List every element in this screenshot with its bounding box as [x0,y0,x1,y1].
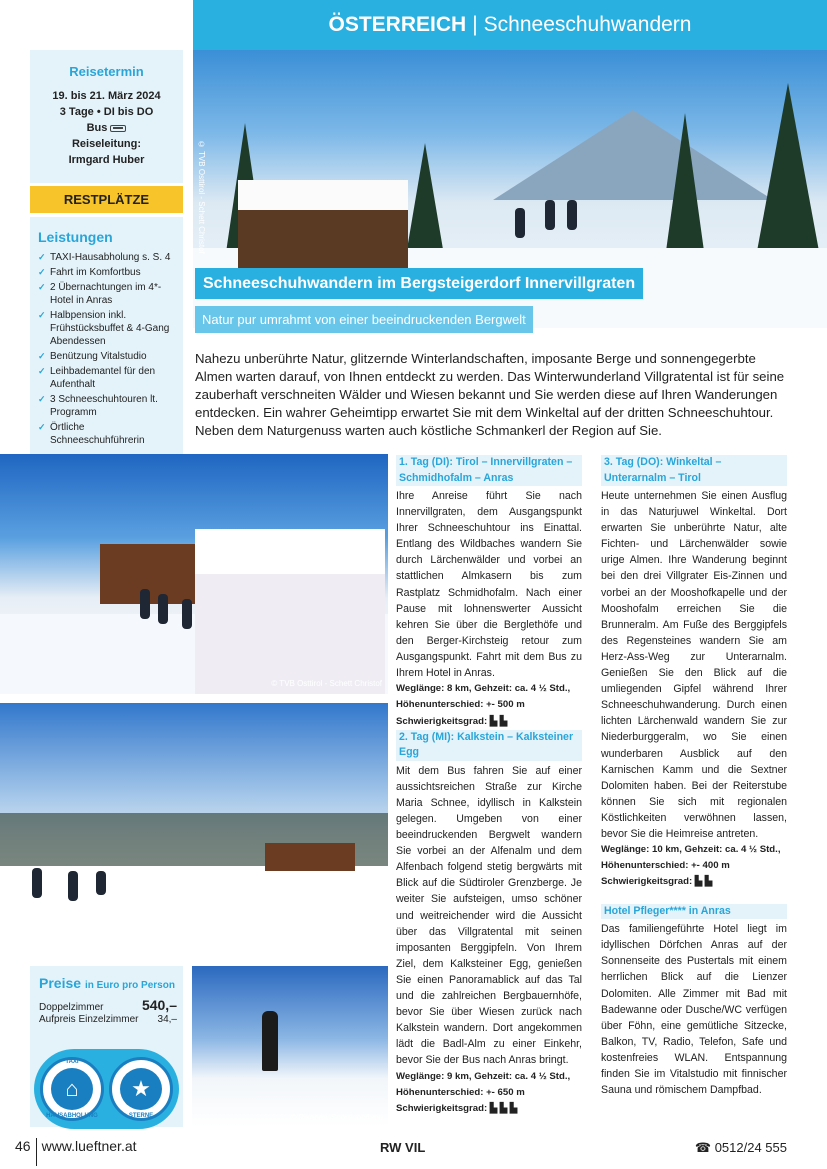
service-item: ✓ Halbpension inkl. Frühstücksbuffet & 4-Gang Abendessen [38,309,177,348]
tour-lead-label: Reiseleitung: [71,138,142,150]
price-row-double [39,997,177,1013]
chapel-shape [195,529,385,694]
day-1-elevation: Höhenunterschied: +- 500 m [396,699,525,711]
star-icon: ★ [120,1068,162,1110]
services-box [30,217,183,468]
day-3-text: Heute unternehmen Sie einen Ausflug in das Naturjuwel Winkeltal. Dort erwarten Sie unberührte Natur, alte Fichten- und Lärchenwälder sowie urige Almen. Ihre Wanderung beginnt bei den drei Villgrater Eis-Zinnen und vorbei an der Mooshofkapelle und der Mooshofalm erreichen Sie die Brunneralm. Am Fuße des Berggipfels des Regensteines wandern Sie am Herz-Ass-Weg zur Unterarnalm. Genießen Sie den Blick auf die umliegenden Gipfel während Ihrer Schneeschuhwanderung. Durch einen lichten Lärchenwald wandern Sie zur Niederburggeralm, wo Sie einen wunderbaren Ausblick auf den Karnischen Kamm und die Sextner Dolomiten haben. Bei der Reiterstube können Sie sich mit regionalen Köstlichkeiten verwöhnen lassen, bevor Sie die Heimreise antreten. [601,490,787,840]
photo-credit: © TVB Osttirol - Schett Christof [271,941,382,950]
prices-heading: Preise [39,975,82,991]
price-value: 34,– [157,1014,177,1025]
price-row-single [39,1014,177,1025]
trip-code: RW VIL [380,1140,426,1155]
hiker-figure [96,871,106,895]
trip-title: Schneeschuhwandern im Bergsteigerdorf Innervillgraten [195,268,643,299]
header-category: Schneeschuhwandern [483,13,692,36]
hiker-figure [158,594,168,624]
day-2-difficulty: Schwierigkeitsgrad: ▙ ▙ ▙ [396,1102,518,1114]
day-2-elevation: Höhenunterschied: +- 650 m [396,1086,525,1098]
transport-label: Bus [86,122,108,134]
page-number: 46 [15,1138,31,1154]
hiker-figure [140,589,150,619]
hero-photo-credit: © TVB Osttirol - Schett Christof [197,140,206,254]
chalet-shape [265,843,355,871]
snowshoer-photo [192,966,388,1127]
day-2-heading: 2. Tag (MI): Kalkstein – Kalksteiner Egg [396,730,582,761]
stars-badge [109,1057,173,1121]
header-country: ÖSTERREICH [328,13,467,36]
mountain-shape [493,110,773,200]
section-spacer [601,891,787,904]
day-1-heading: 1. Tag (DI): Tirol – Innervillgraten – Schmidhofalm – Anras [396,455,582,486]
day-3-heading: 3. Tag (DO): Winkeltal – Unterarnalm – Tirol [601,455,787,486]
itinerary-column-2 [601,455,787,1098]
trip-subtitle: Natur pur umrahmt von einer beeindruckenden Bergwelt [195,306,533,333]
church-photo [0,454,388,694]
hiker-figure [567,200,577,230]
taxi-badge-top: TAXI [65,1059,79,1065]
bus-icon [110,125,126,132]
day-3-elevation: Höhenunterschied: +- 400 m [601,860,730,872]
category-header [193,0,827,50]
stars-badge-label: STERNE [128,1113,154,1119]
valley-photo [0,703,388,956]
footer-left [15,1138,137,1166]
taxi-badge [40,1057,104,1121]
service-item: ✓ Örtliche Schneeschuhführerin [38,421,177,447]
house-icon: ⌂ [51,1068,93,1110]
service-item: ✓ Leihbademantel für den Aufenthalt [38,365,177,391]
services-list [38,251,177,447]
hiker-figure [32,868,42,898]
service-item: ✓ TAXI-Hausabholung s. S. 4 [38,251,177,264]
snowshoer-figure [262,1011,278,1071]
itinerary-column-1 [396,455,582,1117]
day-1-distance: Weglänge: 8 km, Gehzeit: ca. 4 ½ Std., [396,683,571,695]
footer-divider [36,1138,37,1166]
price-value: 540,– [141,997,177,1013]
service-item: ✓ Fahrt im Komfortbus [38,266,177,279]
day-2-text: Mit dem Bus fahren Sie auf einer aussichtsreichen Straße zur Kirche Maria Schnee, idyllisch in Kalkstein gelegen. Umgeben von einer beeindruckenden Bergwelt wandern Sie vorbei an der Alfenalm und dem Alfenbach folgend stetig bergwärts mit Blick auf die Südtiroler Grenzberge. Je weiter Sie aufsteigen, umso schöner und weitreichender wird die Aussicht über das Villgratental mit seinen imposanten Berggipfeln. Von Ihrem Ziel, dem Kalksteiner Egg, genießen Sie einen Panoramablick auf das Tal und die zahlreichen Bergbauernhöfe, bevor Sie über Wiesen zurück nach Kalkstein wandern. Dort angekommen lädt die Badl-Alm zu einer Einkehr, bevor Sie der Bus nach Anras bringt. [396,764,582,1067]
price-label: Doppelzimmer [39,1002,104,1013]
day-3-distance: Weglänge: 10 km, Gehzeit: ca. 4 ½ Std., [601,844,781,856]
price-label: Aufpreis Einzelzimmer [39,1014,139,1025]
service-item: ✓ 3 Schneeschuhtouren lt. Programm [38,393,177,419]
website-link[interactable]: www.lueftner.at [41,1138,137,1154]
hotel-text: Das familiengeführte Hotel liegt im idyllischen Dörfchen Anras auf der Sonnenseite des Pustertals mit einem herrlichen Blick auf die Lienzer Dolomiten. Alle Zimmer mit Bad mit Badewanne oder Dusche/WC verfügen über Föhn, eine gemütliche Sitzecke, Balkon, TV, Radio, Telefon, Safe und kostenfreies WLAN. Entspannung finden Sie im Vitalstudio mit finnischer Sauna und römischem Dampfbad. [601,923,787,1097]
phone-number[interactable]: ☎ 0512/24 555 [694,1140,787,1155]
badge-strip [34,1049,179,1129]
day-1-text: Ihre Anreise führt Sie nach Innervillgraten, dem Ausgangspunkt Ihrer Schneeschuhtour ins Einattal. Entlang des Wildbaches wandern Sie durch Lärchenwälder und vorbei an stattlichen Almkasern bis zum Rastplatz Schmidhofalm. Nach einer Pause mit lohnenswerter Aussicht kehren Sie über die Berglethöfe und den Berger-Kirchsteig retour zum Ausgangspunkt. Fahrt mit dem Bus zu Ihrem Hotel in Anras. [396,490,582,680]
travel-date-box [30,50,183,183]
travel-transport [30,120,183,136]
day-1-difficulty: Schwierigkeitsgrad: ▙ ▙ [396,715,508,727]
chalet-shape [100,544,200,604]
service-item: ✓ Benützung Vitalstudio [38,350,177,363]
hiker-figure [515,208,525,238]
travel-duration: 3 Tage • DI bis DO [59,106,154,118]
travel-date-title: Reisetermin [69,64,144,79]
photo-credit: © TVB Osttirol - Schett Christof [271,679,382,688]
services-title: Leistungen [38,229,113,245]
remaining-seats-badge: RESTPLÄTZE [30,186,183,213]
service-item: ✓ 2 Übernachtungen im 4*-Hotel in Anras [38,281,177,307]
intro-paragraph: Nahezu unberührte Natur, glitzernde Winterlandschaften, imposante Berge und sonnengegerbte Almen warten darauf, von Ihnen entdeckt zu werden. Das Winterwunderland Villgratental ist für seine zauberhaft verschneiten Wälder und Wiesen bekannt und Sie werden diese auf Ihren Wanderungen entdecken. Ein wahrer Geheimtipp erwartet Sie mit dem Winkeltal auf der dritten Schneeschuhtour. Neben dem Naturgenuss warten auch köstliche Schmankerl der Region auf Sie. [195,351,785,438]
hiker-figure [545,200,555,230]
header-separator: | [472,13,478,36]
taxi-badge-bottom: HAUSABHOLUNG [46,1113,98,1119]
hiker-figure [68,871,78,901]
tour-lead-name: Irmgard Huber [68,154,145,166]
photo-credit: © Pixabay, Sportfood4you [290,1113,383,1122]
tree-shape [753,83,823,273]
prices-unit: in Euro pro Person [84,980,175,991]
prices-title [39,975,177,991]
day-3-difficulty: Schwierigkeitsgrad: ▙ ▙ [601,876,713,888]
hiker-figure [182,599,192,629]
hotel-heading: Hotel Pfleger**** in Anras [601,904,787,920]
travel-dates: 19. bis 21. März 2024 [52,90,161,102]
day-2-distance: Weglänge: 9 km, Gehzeit: ca. 4 ½ Std., [396,1070,571,1082]
